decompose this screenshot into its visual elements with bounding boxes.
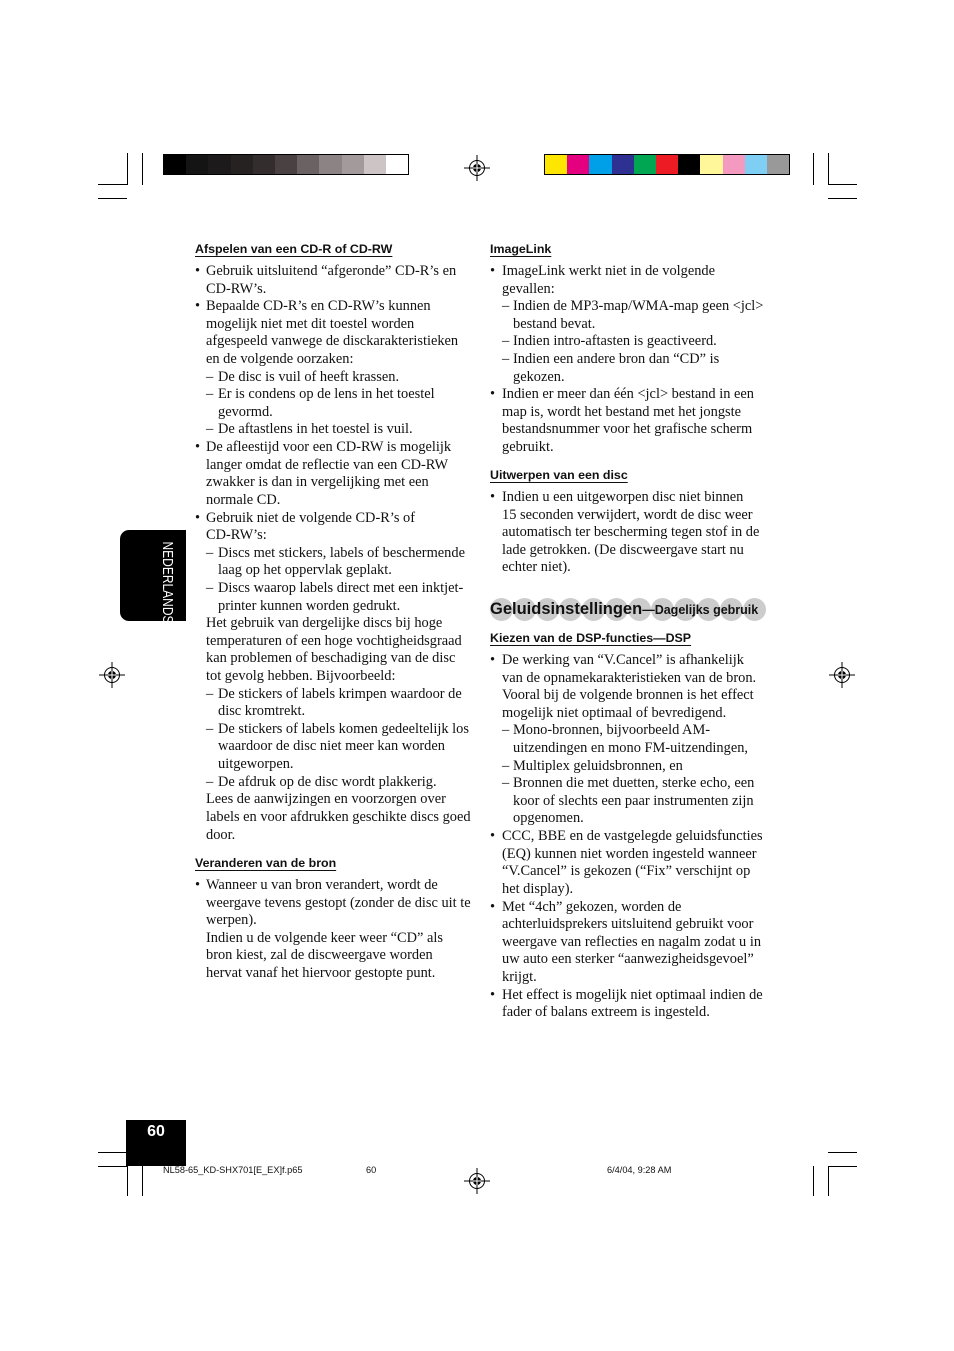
- section-body: [490, 489, 775, 577]
- chapter-title-main: Geluidsinstellingen: [490, 600, 643, 618]
- line-text: waardoor de disc niet meer kan worden: [218, 738, 445, 755]
- section-heading: ImageLink: [490, 242, 552, 256]
- color-swatch: [612, 155, 634, 174]
- chapter-title: [490, 598, 766, 621]
- dash-marker: –: [206, 773, 214, 790]
- line-text: bestand bevat.: [513, 315, 596, 332]
- chapter-title-text: [490, 598, 758, 621]
- line-text: CD-RW’s.: [206, 280, 267, 297]
- line-text: uw auto een sterker “aanwezigheidsgevoel”: [502, 951, 754, 968]
- paragraph: [195, 791, 480, 844]
- section-imagelink: [490, 241, 775, 457]
- text-line: [195, 421, 480, 439]
- text-line: [195, 492, 480, 510]
- line-text: en de volgende oorzaken:: [206, 351, 354, 368]
- text-line: [195, 333, 480, 351]
- text-line: [195, 439, 480, 457]
- dash-item: [490, 333, 775, 351]
- line-text: automatisch ter bescherming tegen stof in de: [502, 524, 760, 541]
- dash-marker: –: [502, 298, 510, 315]
- line-text: 15 seconden verwijdert, wordt de disc weer: [502, 506, 753, 523]
- text-line: [490, 705, 775, 723]
- color-swatch: [678, 155, 700, 174]
- line-text: gebruikt.: [502, 439, 554, 456]
- text-line: [490, 722, 775, 740]
- line-text: normale CD.: [206, 491, 281, 508]
- line-text: Bepaalde CD-R’s en CD-RW’s kunnen: [206, 298, 431, 315]
- bullet-item: [490, 489, 775, 577]
- gray-swatch: [253, 155, 275, 174]
- text-line: [195, 386, 480, 404]
- color-swatch: [567, 155, 589, 174]
- dash-item: [490, 758, 775, 776]
- line-text: werpen).: [206, 912, 257, 929]
- line-text: bron kiest, zal de discweergave worden: [206, 947, 433, 964]
- bullet-marker: •: [490, 386, 496, 403]
- text-line: [490, 687, 775, 705]
- text-line: [490, 916, 775, 934]
- line-text: CCC, BBE en de vastgelegde geluidsfuncties: [502, 828, 763, 845]
- text-line: [195, 809, 480, 827]
- dash-item: [490, 351, 775, 386]
- color-swatch: [700, 155, 722, 174]
- language-tab: [120, 530, 186, 624]
- text-line: [195, 510, 480, 528]
- line-text: Indien u een uitgeworpen disc niet binnen: [502, 489, 744, 505]
- dash-item: [195, 369, 480, 387]
- dash-marker: –: [206, 544, 214, 561]
- gray-swatch: [164, 155, 186, 174]
- text-line: [195, 738, 480, 756]
- line-text: lade getrokken. (De discweergave start nu: [502, 541, 744, 558]
- gray-swatch: [208, 155, 230, 174]
- dash-item: [195, 686, 480, 721]
- dash-item: [490, 775, 775, 828]
- page-number-box: [126, 1120, 186, 1166]
- text-line: [490, 351, 775, 369]
- line-text: zwakker is dan in vergelijking met een: [206, 474, 429, 491]
- text-line: [195, 633, 480, 651]
- bullet-item: [490, 987, 775, 1022]
- section-cd-r-cd-rw: [195, 241, 480, 844]
- dash-marker: –: [502, 757, 510, 774]
- text-line: [195, 721, 480, 739]
- dash-item: [195, 774, 480, 792]
- paragraph: [195, 615, 480, 685]
- line-text: disc kromtrekt.: [218, 703, 306, 720]
- gray-swatch: [386, 155, 408, 174]
- bullet-marker: •: [195, 298, 201, 315]
- text-line: [490, 524, 775, 542]
- line-text: kan problemen of beschadiging van de disc: [206, 650, 456, 667]
- text-line: [195, 562, 480, 580]
- text-line: [195, 263, 480, 281]
- text-line: [195, 404, 480, 422]
- text-line: [195, 965, 480, 983]
- text-line: [195, 545, 480, 563]
- line-text: labels en voor afdrukken geschikte discs goed: [206, 808, 471, 825]
- bullet-item: [490, 263, 775, 298]
- line-text: Het gebruik van dergelijke discs bij hoge: [206, 615, 443, 632]
- line-text: echter niet).: [502, 559, 571, 576]
- line-text: De disc is vuil of heeft krassen.: [218, 368, 400, 385]
- text-line: [490, 404, 775, 422]
- text-line: [195, 474, 480, 492]
- dash-marker: –: [502, 775, 510, 792]
- text-line: [195, 703, 480, 721]
- dash-marker: –: [206, 421, 214, 438]
- bullet-marker: •: [490, 489, 496, 505]
- text-line: [490, 542, 775, 560]
- line-text: weergave van reflecties en nagalm zodat u in: [502, 933, 762, 950]
- line-text: Vooral bij de volgende bronnen is het effect: [502, 687, 754, 704]
- bullet-marker: •: [490, 828, 496, 845]
- dash-marker: –: [502, 722, 510, 739]
- dash-item: [490, 722, 775, 757]
- color-swatch: [545, 155, 567, 174]
- gray-swatch: [275, 155, 297, 174]
- text-line: [195, 369, 480, 387]
- section-body: [490, 652, 775, 1022]
- text-line: [490, 652, 775, 670]
- text-line: [490, 559, 775, 577]
- bullet-item: [490, 899, 775, 987]
- section-eject-disc: [490, 467, 775, 577]
- line-text: uitgeworpen.: [218, 756, 294, 773]
- text-line: [490, 298, 775, 316]
- text-line: [195, 281, 480, 299]
- text-line: [195, 774, 480, 792]
- text-line: [490, 369, 775, 387]
- bullet-item: [195, 439, 480, 509]
- gray-swatch: [186, 155, 208, 174]
- line-text: koor of slechts een paar instrumenten zijn: [513, 792, 754, 809]
- section-heading: Veranderen van de bron: [195, 856, 337, 870]
- text-line: [490, 263, 775, 281]
- text-line: [195, 791, 480, 809]
- line-text: uitzendingen en mono FM-uitzendingen,: [513, 740, 749, 757]
- color-swatch: [656, 155, 678, 174]
- text-line: [490, 899, 775, 917]
- line-text: Lees de aanwijzingen en voorzorgen over: [206, 791, 446, 808]
- text-line: [490, 740, 775, 758]
- dash-marker: –: [206, 386, 214, 403]
- footer-page: 60: [366, 1165, 377, 1175]
- section-dsp-functions: [490, 630, 775, 1022]
- text-line: [490, 281, 775, 299]
- text-line: [490, 934, 775, 952]
- line-text: De aftastlens in het toestel is vuil.: [218, 421, 413, 438]
- gray-swatch: [231, 155, 253, 174]
- section-body: [195, 877, 480, 983]
- line-text: gevormd.: [218, 403, 273, 420]
- line-text: Bronnen die met duetten, sterke echo, een: [513, 775, 755, 792]
- line-text: achterluidsprekers uitsluitend gebruikt voor: [502, 916, 754, 933]
- text-line: [490, 439, 775, 457]
- line-text: hervat vanaf het hiervoor gestopte punt.: [206, 965, 436, 982]
- line-text: Mono-bronnen, bijvoorbeeld AM-: [513, 722, 711, 739]
- text-line: [195, 930, 480, 948]
- text-line: [490, 670, 775, 688]
- dash-marker: –: [206, 579, 214, 596]
- line-text: Met “4ch” gekozen, worden de: [502, 898, 682, 915]
- dash-item: [195, 580, 480, 615]
- bullet-item: [195, 263, 480, 298]
- text-line: [490, 333, 775, 351]
- bullet-marker: •: [490, 986, 496, 1003]
- text-line: [195, 686, 480, 704]
- section-body: [195, 263, 480, 844]
- registration-target-icon: [463, 1167, 491, 1195]
- text-line: [490, 881, 775, 899]
- text-line: [195, 580, 480, 598]
- chapter-title-sub: —Dagelijks gebruik: [642, 603, 759, 617]
- text-line: [195, 527, 480, 545]
- line-text: door.: [206, 826, 236, 843]
- line-text: “V.Cancel” is gekozen (“Fix” verschijnt op: [502, 863, 751, 880]
- text-line: [195, 457, 480, 475]
- text-line: [490, 758, 775, 776]
- line-text: Discs waarop labels direct met een inktjet-: [218, 579, 464, 596]
- line-text: De stickers of labels komen gedeeltelijk los: [218, 720, 469, 737]
- bullet-marker: •: [490, 263, 496, 279]
- text-line: [195, 650, 480, 668]
- text-line: [490, 793, 775, 811]
- line-text: mogelijk niet optimaal of bevredigend.: [502, 704, 727, 721]
- dash-marker: –: [206, 368, 214, 385]
- line-text: laag op het oppervlak geplakt.: [218, 562, 392, 579]
- line-text: Indien er meer dan één <jcl> bestand in een: [502, 386, 754, 403]
- line-text: ImageLink werkt niet in de volgende: [502, 263, 715, 279]
- line-text: mogelijk niet met dit toestel worden: [206, 315, 415, 332]
- line-text: Gebruik niet de volgende CD-R’s of: [206, 509, 416, 526]
- text-line: [490, 489, 775, 507]
- text-line: [490, 828, 775, 846]
- text-line: [195, 298, 480, 316]
- line-text: Indien de MP3-map/WMA-map geen <jcl>: [513, 298, 764, 315]
- bullet-item: [490, 652, 775, 722]
- gray-swatch: [364, 155, 386, 174]
- line-text: gevallen:: [502, 280, 555, 297]
- line-text: De werking van “V.Cancel” is afhankelijk: [502, 652, 744, 668]
- line-text: bestandsnummer voor het grafische scherm: [502, 421, 753, 438]
- text-line: [490, 1004, 775, 1022]
- gray-swatch: [297, 155, 319, 174]
- text-line: [490, 951, 775, 969]
- text-line: [195, 895, 480, 913]
- text-line: [490, 987, 775, 1005]
- bullet-marker: •: [195, 439, 201, 456]
- dash-marker: –: [502, 333, 510, 350]
- bullet-marker: •: [195, 263, 201, 279]
- color-swatch: [745, 155, 767, 174]
- line-text: gekozen.: [513, 368, 565, 385]
- bullet-item: [490, 386, 775, 456]
- line-text: (EQ) kunnen niet worden ingesteld wanneer: [502, 845, 757, 862]
- registration-target-icon: [98, 661, 126, 689]
- line-text: fader of balans extreem is ingesteld.: [502, 1004, 710, 1021]
- dash-item: [195, 545, 480, 580]
- line-text: map is, wordt het bestand met het jongste: [502, 403, 741, 420]
- line-text: Wanneer u van bron verandert, wordt de: [206, 877, 438, 893]
- text-line: [195, 598, 480, 616]
- grayscale-bar: [163, 154, 409, 175]
- footer-filename: NL58-65_KD-SHX701[E_EX]f.p65: [163, 1165, 303, 1175]
- section-heading: Afspelen van een CD-R of CD-RW: [195, 242, 393, 256]
- text-line: [490, 421, 775, 439]
- text-line: [490, 775, 775, 793]
- line-text: CD-RW’s:: [206, 527, 267, 544]
- dash-item: [195, 421, 480, 439]
- line-text: De afleestijd voor een CD-RW is mogelijk: [206, 439, 452, 456]
- bullet-marker: •: [490, 652, 496, 668]
- gray-swatch: [342, 155, 364, 174]
- dash-marker: –: [206, 685, 214, 702]
- text-line: [195, 756, 480, 774]
- line-text: tot gevolg hebben. Bijvoorbeeld:: [206, 668, 396, 685]
- line-text: Het effect is mogelijk niet optimaal indien de: [502, 986, 763, 1003]
- color-swatch: [767, 155, 789, 174]
- color-bar: [544, 154, 790, 175]
- language-tab-label: NEDERLANDS: [159, 541, 176, 624]
- color-swatch: [589, 155, 611, 174]
- text-line: [490, 507, 775, 525]
- bullet-marker: •: [490, 898, 496, 915]
- bullet-item: [195, 298, 480, 368]
- section-change-source: [195, 855, 480, 983]
- text-line: [490, 810, 775, 828]
- line-text: krijgt.: [502, 968, 537, 985]
- section-heading: Kiezen van de DSP-functies—DSP: [490, 631, 692, 645]
- text-line: [195, 912, 480, 930]
- text-line: [490, 846, 775, 864]
- gray-swatch: [319, 155, 341, 174]
- text-line: [195, 668, 480, 686]
- line-text: Indien u de volgende keer weer “CD” als: [206, 929, 443, 946]
- color-swatch: [723, 155, 745, 174]
- text-line: [195, 615, 480, 633]
- text-line: [195, 947, 480, 965]
- line-text: van de opnamekarakteristieken van de bron.: [502, 669, 757, 686]
- line-text: Discs met stickers, labels of beschermende: [218, 544, 465, 561]
- bullet-item: [490, 828, 775, 898]
- dash-item: [490, 298, 775, 333]
- line-text: Indien een andere bron dan “CD” is: [513, 351, 720, 368]
- section-body: [490, 263, 775, 457]
- page-number: 60: [147, 1123, 165, 1140]
- dash-marker: –: [502, 351, 510, 368]
- line-text: weergave tevens gestopt (zonder de disc uit te: [206, 894, 471, 911]
- text-line: [490, 316, 775, 334]
- line-text: temperaturen of een hoge vochtigheidsgraad: [206, 632, 462, 649]
- footer-date: 6/4/04, 9:28 AM: [607, 1165, 672, 1175]
- section-heading: Uitwerpen van een disc: [490, 468, 628, 482]
- dash-item: [195, 721, 480, 774]
- dash-marker: –: [206, 720, 214, 737]
- bullet-item: [195, 877, 480, 930]
- text-line: [490, 969, 775, 987]
- line-text: printer kunnen worden gedrukt.: [218, 597, 401, 614]
- line-text: De stickers of labels krimpen waardoor de: [218, 685, 462, 702]
- line-text: opgenomen.: [513, 810, 584, 827]
- text-line: [195, 351, 480, 369]
- line-text: Er is condens op de lens in het toestel: [218, 386, 435, 403]
- line-text: De afdruk op de disc wordt plakkerig.: [218, 773, 437, 790]
- text-line: [195, 316, 480, 334]
- line-text: het display).: [502, 880, 574, 897]
- line-text: langer omdat de reflectie van een CD-RW: [206, 456, 449, 473]
- bullet-marker: •: [195, 509, 201, 526]
- registration-target-icon: [828, 661, 856, 689]
- bullet-item: [195, 510, 480, 545]
- paragraph: [195, 930, 480, 983]
- line-text: afgespeeld vanwege de disckarakteristieken: [206, 333, 459, 350]
- text-line: [490, 863, 775, 881]
- text-line: [490, 386, 775, 404]
- text-line: [195, 877, 480, 895]
- color-swatch: [634, 155, 656, 174]
- registration-target-icon: [463, 154, 491, 182]
- bullet-marker: •: [195, 877, 201, 893]
- line-text: Multiplex geluidsbronnen, en: [513, 757, 683, 774]
- line-text: Gebruik uitsluitend “afgeronde” CD-R’s en: [206, 263, 457, 279]
- text-line: [195, 827, 480, 845]
- line-text: Indien intro-aftasten is geactiveerd.: [513, 333, 717, 350]
- dash-item: [195, 386, 480, 421]
